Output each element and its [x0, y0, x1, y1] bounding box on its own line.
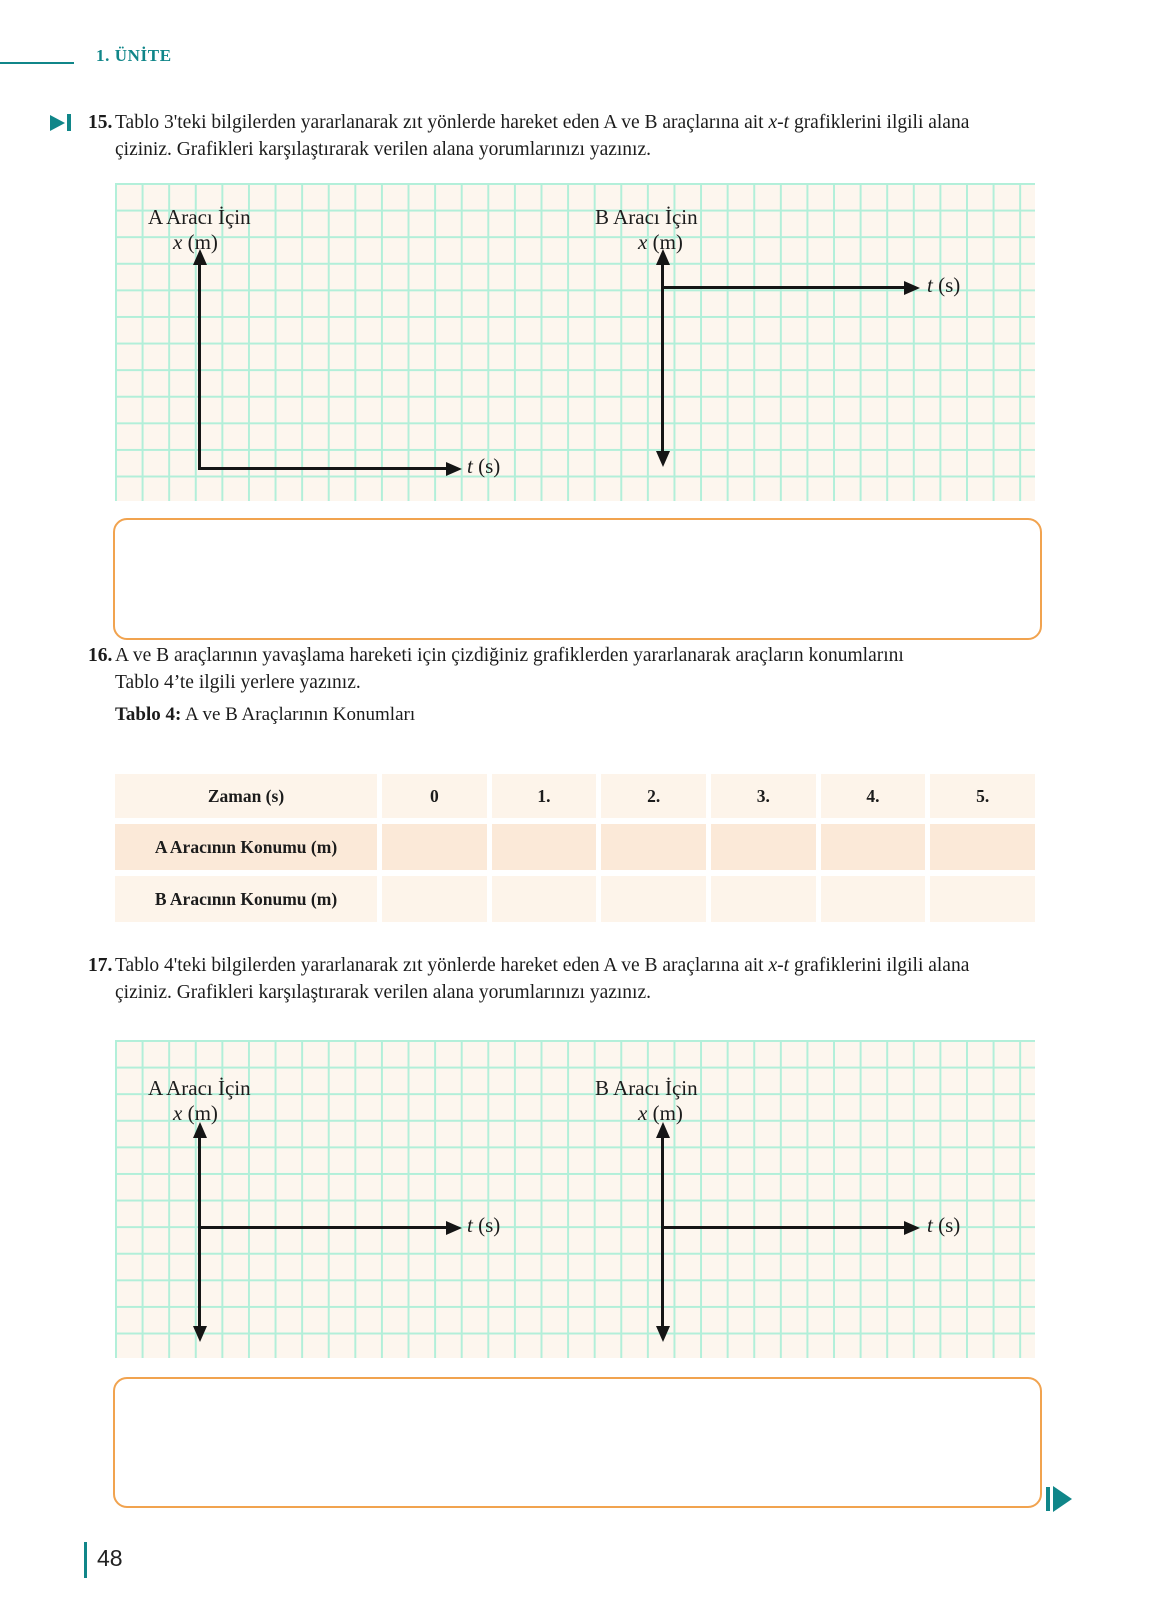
question-16-text: A ve B araçlarının yavaşlama hareketi için çizdiğiniz grafiklerden yararlanarak araçların konumlarını Tablo 4’te ilgili yerlere yazınız. [115, 645, 904, 693]
arrow-right-icon [904, 1221, 920, 1235]
question-16-number: 16. [88, 645, 113, 666]
table-cell-empty[interactable] [382, 824, 487, 870]
x-axis-label-q17-a [467, 1213, 500, 1238]
table-4-caption-label: Tablo 4: [115, 704, 182, 725]
t-var: t [927, 1213, 933, 1237]
graph-title-q17-a: A Aracı İçin [148, 1076, 251, 1100]
next-page-icon [1046, 1486, 1072, 1512]
table-cell-empty[interactable] [492, 824, 597, 870]
y-unit: (m) [187, 1101, 218, 1125]
play-bar [67, 114, 71, 131]
t-unit: (s) [478, 454, 501, 478]
x-axis-label-q15-a [467, 454, 500, 479]
question-15 [88, 109, 993, 163]
graph-title-q15-b: B Aracı İçin [595, 205, 698, 229]
question-15-text [115, 109, 993, 163]
graph-title-q15-a: A Aracı İçin [148, 205, 251, 229]
table-cell-empty[interactable] [492, 876, 597, 922]
table-cell-empty[interactable] [930, 824, 1035, 870]
arrow-right-icon [446, 1221, 462, 1235]
table-cell-empty[interactable] [821, 824, 926, 870]
x-axis-line-q15-b [661, 286, 906, 289]
table-4 [110, 768, 1040, 928]
table-header-5: 5. [930, 774, 1035, 818]
table-cell-empty[interactable] [711, 824, 816, 870]
table-cell-empty[interactable] [930, 876, 1035, 922]
question-15-number: 15. [88, 112, 113, 133]
graph-paper-q17[interactable] [115, 1040, 1035, 1358]
question-17-text [115, 952, 993, 1006]
question-17-math-xt: x-t [768, 955, 790, 976]
y-var: x [638, 230, 648, 254]
t-unit: (s) [478, 1213, 501, 1237]
table-header-1: 1. [492, 774, 597, 818]
table-4-caption-text: A ve B Araçlarının Konumları [181, 704, 416, 725]
y-axis-line-q17-b [661, 1136, 664, 1328]
question-15-text-post: grafiklerini ilgili alana çiziniz. Grafikleri karşılaştırarak verilen alana yorumlarınızı yazınız. [115, 112, 970, 160]
y-axis-line-q15-b [661, 263, 664, 453]
play-icon [1053, 1486, 1072, 1512]
question-17-text-post: grafiklerini ilgili alana çiziniz. Grafikleri karşılaştırarak verilen alana yorumlarınızı yazınız. [115, 955, 970, 1003]
t-var: t [467, 454, 473, 478]
table-header-2: 2. [601, 774, 706, 818]
x-axis-line-q17-a [198, 1226, 448, 1229]
y-axis-line-q17-a [198, 1136, 201, 1328]
table-header-4: 4. [821, 774, 926, 818]
arrow-right-icon [904, 281, 920, 295]
table-cell-empty[interactable] [821, 876, 926, 922]
table-4-caption [115, 704, 415, 726]
table-header-0: 0 [382, 774, 487, 818]
arrow-down-icon [656, 1326, 670, 1342]
x-axis-label-q15-b [927, 273, 960, 298]
question-16 [88, 642, 948, 696]
table-row-a [115, 824, 1035, 870]
table-row-b [115, 876, 1035, 922]
y-axis-line-q15-a [198, 263, 201, 470]
question-17-number: 17. [88, 955, 113, 976]
arrow-down-icon [193, 1326, 207, 1342]
x-axis-line-q17-b [661, 1226, 906, 1229]
t-var: t [927, 273, 933, 297]
y-var: x [638, 1101, 648, 1125]
table-cell-empty[interactable] [601, 824, 706, 870]
table-row-a-label: A Aracının Konumu (m) [115, 824, 377, 870]
graph-paper-q15[interactable] [115, 183, 1035, 501]
table-cell-empty[interactable] [382, 876, 487, 922]
y-unit: (m) [187, 230, 218, 254]
arrow-right-icon [446, 462, 462, 476]
table-header-row [115, 774, 1035, 818]
y-unit: (m) [652, 230, 683, 254]
page-number-rule [84, 1542, 87, 1578]
question-marker-icon [50, 114, 71, 131]
answer-box-q15[interactable] [113, 518, 1042, 640]
unit-header-rule [0, 62, 74, 64]
table-header-3: 3. [711, 774, 816, 818]
question-17-text-pre: Tablo 4'teki bilgilerden yararlanarak zıt yönlerde hareket eden A ve B araçlarına ait [115, 955, 769, 976]
table-header-zaman: Zaman (s) [115, 774, 377, 818]
question-15-text-pre: Tablo 3'teki bilgilerden yararlanarak zıt yönlerde hareket eden A ve B araçlarına ait [115, 112, 769, 133]
y-unit: (m) [652, 1101, 683, 1125]
arrow-down-icon [656, 451, 670, 467]
page-number: 48 [97, 1545, 123, 1571]
t-unit: (s) [938, 1213, 961, 1237]
play-icon [50, 115, 65, 131]
y-var: x [173, 230, 183, 254]
x-axis-label-q17-b [927, 1213, 960, 1238]
t-unit: (s) [938, 273, 961, 297]
play-bar [1046, 1487, 1050, 1511]
unit-header-label: 1. ÜNİTE [96, 46, 172, 65]
table-row-b-label: B Aracının Konumu (m) [115, 876, 377, 922]
graph-title-q17-b: B Aracı İçin [595, 1076, 698, 1100]
question-17 [88, 952, 993, 1006]
t-var: t [467, 1213, 473, 1237]
x-axis-line-q15-a [198, 467, 448, 470]
y-var: x [173, 1101, 183, 1125]
table-cell-empty[interactable] [601, 876, 706, 922]
answer-box-q17[interactable] [113, 1377, 1042, 1508]
table-cell-empty[interactable] [711, 876, 816, 922]
question-15-math-xt: x-t [768, 112, 790, 133]
